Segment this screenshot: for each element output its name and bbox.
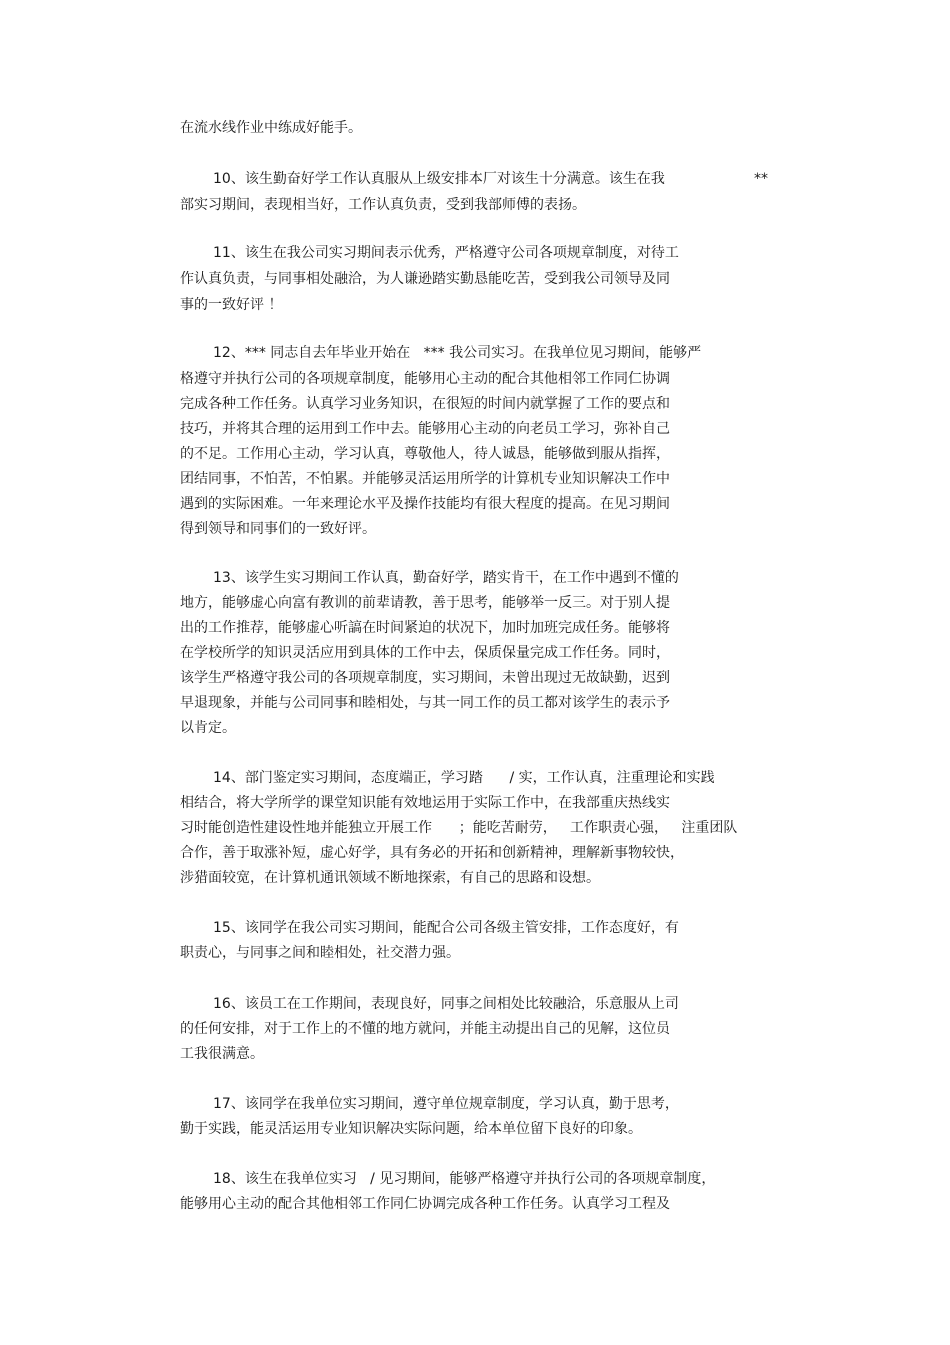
- text-line: 能够用心主动的配合其他相邻工作同仁协调完成各种工作任务。认真学习工程及: [180, 1196, 670, 1212]
- text-line: 事的一致好评 ！: [180, 297, 283, 313]
- text-line: 18、该生在我单位实习 / 见习期间，能够严格遵守并执行公司的各项规章制度，: [213, 1171, 716, 1187]
- text-line: 14、部门鉴定实习期间，态度端正，学习踏 / 实，工作认真，注重理论和实践: [213, 770, 715, 786]
- text-line: **: [754, 171, 768, 187]
- text-line: 相结合，将大学所学的课堂知识能有效地运用于实际工作中，在我部重庆热线实: [180, 795, 670, 811]
- text-line: 得到领导和同事们的一致好评。: [180, 521, 376, 537]
- text-line: 勤于实践，能灵活运用专业知识解决实际问题，给本单位留下良好的印象。: [180, 1121, 642, 1137]
- text-line: 17、该同学在我单位实习期间，遵守单位规章制度，学习认真，勤于思考，: [213, 1096, 679, 1112]
- text-line: 早退现象，并能与公司同事和睦相处，与其一同工作的员工都对该学生的表示予: [180, 695, 670, 711]
- text-line: 作认真负责，与同事相处融洽，为人谦逊踏实勤恳能吃苦，受到我公司领导及同: [180, 271, 670, 287]
- text-line: 职责心，与同事之间和睦相处，社交潜力强。: [180, 945, 460, 961]
- text-line: 合作，善于取涨补短，虚心好学，具有务必的开拓和创新精神，理解新事物较快，: [180, 845, 684, 861]
- text-line: 13、该学生实习期间工作认真，勤奋好学，踏实肯干，在工作中遇到不懂的: [213, 570, 679, 586]
- text-line: 团结同事，不怕苦，不怕累。并能够灵活运用所学的计算机专业知识解决工作中: [180, 471, 670, 487]
- text-line: 在学校所学的知识灵活应用到具体的工作中去，保质保量完成工作任务。同时，: [180, 645, 670, 661]
- text-line: 的任何安排，对于工作上的不懂的地方就问，并能主动提出自己的见解，这位员: [180, 1021, 670, 1037]
- text-line: 格遵守并执行公司的各项规章制度，能够用心主动的配合其他相邻工作同仁协调: [180, 371, 670, 387]
- text-line: 该学生严格遵守我公司的各项规章制度，实习期间，未曾出现过无故缺勤，迟到: [180, 670, 670, 686]
- text-line: 地方，能够虚心向富有教训的前辈请教，善于思考，能够举一反三。对于别人提: [180, 595, 670, 611]
- text-line: 在流水线作业中练成好能手。: [180, 120, 362, 136]
- text-line: 10、该生勤奋好学工作认真服从上级安排本厂对该生十分满意。该生在我: [213, 171, 665, 187]
- text-line: 遇到的实际困难。一年来理论水平及操作技能均有很大程度的提高。在见习期间: [180, 496, 670, 512]
- text-line: 技巧，并将其合理的运用到工作中去。能够用心主动的向老员工学习，弥补自己: [180, 421, 670, 437]
- text-line: 11、该生在我公司实习期间表示优秀，严格遵守公司各项规章制度，对待工: [213, 245, 679, 261]
- text-line: 习时能创造性建设性地并能独立开展工作 ；能吃苦耐劳， 工作职责心强， 注重团队: [180, 820, 738, 836]
- text-line: 工我很满意。: [180, 1046, 264, 1062]
- text-line: 15、该同学在我公司实习期间，能配合公司各级主管安排，工作态度好，有: [213, 920, 679, 936]
- text-line: 以肯定。: [180, 720, 236, 736]
- text-line: 完成各种工作任务。认真学习业务知识，在很短的时间内就掌握了工作的要点和: [180, 396, 670, 412]
- text-line: 涉猎面较宽，在计算机通讯领域不断地探索，有自己的思路和设想。: [180, 870, 600, 886]
- text-line: 出的工作推荐，能够虚心听謞在时间紧迫的状况下，加时加班完成任务。能够将: [180, 620, 670, 636]
- text-line: 的不足。工作用心主动，学习认真，尊敬他人，待人诚恳，能够做到服从指挥，: [180, 446, 670, 462]
- text-line: 16、该员工在工作期间，表现良好，同事之间相处比较融洽，乐意服从上司: [213, 996, 679, 1012]
- text-line: 部实习期间，表现相当好，工作认真负责，受到我部师傅的表扬。: [180, 197, 586, 213]
- text-line: 12、*** 同志自去年毕业开始在 *** 我公司实习。在我单位见习期间，能够严: [213, 345, 702, 361]
